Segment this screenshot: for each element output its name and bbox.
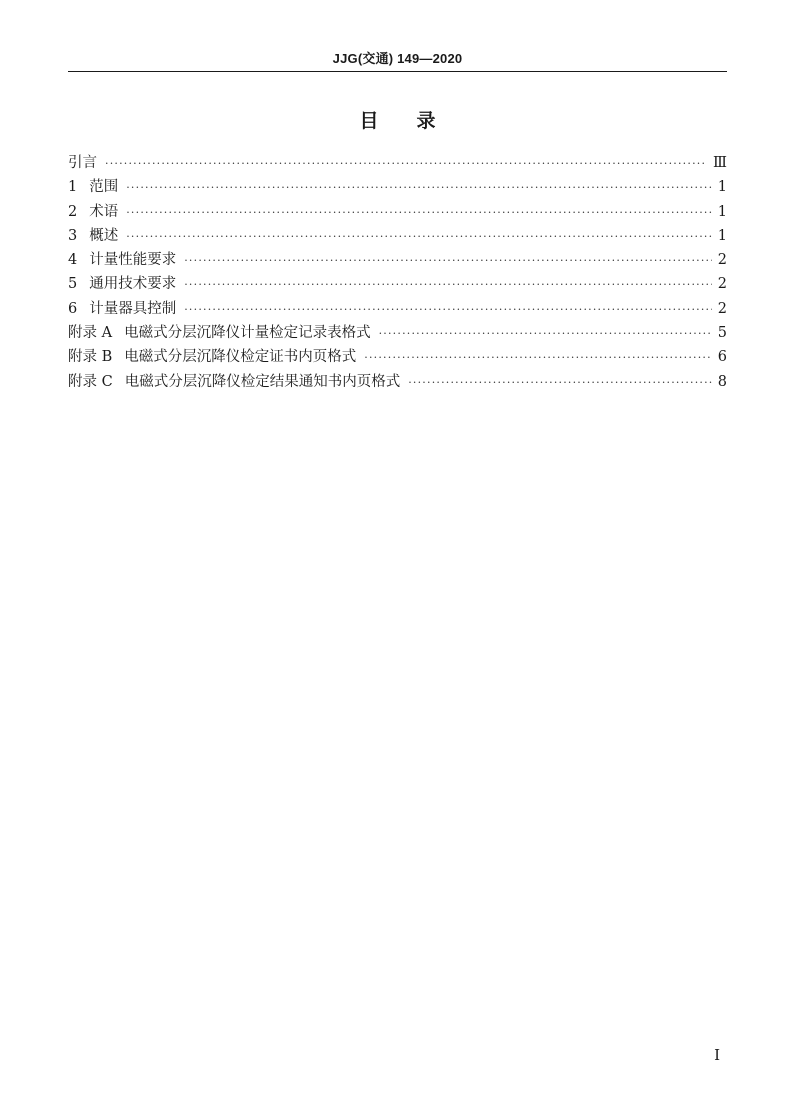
toc-entry-page: 1 — [717, 179, 727, 196]
toc-entry-text: 引言 — [68, 155, 97, 171]
toc-entry-number: 附录 A — [68, 325, 113, 342]
toc-entry-instrument-control[interactable] — [68, 297, 727, 321]
toc-entry-overview[interactable] — [68, 224, 727, 248]
toc-entry-page: 2 — [717, 252, 727, 269]
toc-entry-number: 1 — [68, 179, 78, 196]
toc-entry-number: 6 — [68, 300, 78, 317]
toc-entry-terms[interactable] — [68, 200, 727, 224]
toc-entry-text: 电磁式分层沉降仪计量检定记录表格式 — [124, 325, 371, 342]
toc-entry-page: 6 — [717, 349, 727, 366]
toc-entry-text: 范围 — [89, 179, 119, 196]
toc-entry-metrological-performance[interactable] — [68, 248, 727, 272]
toc-leader-dots — [184, 298, 712, 322]
toc-entry-text: 术语 — [89, 203, 119, 220]
toc-entry-number: 5 — [68, 276, 78, 293]
toc-entry-page: 5 — [717, 325, 727, 342]
toc-leader-dots — [184, 249, 712, 273]
header-rule — [68, 71, 727, 72]
toc-entry-appendix-b[interactable] — [68, 345, 727, 369]
toc-title: 目录 — [359, 110, 474, 132]
toc-entry-page: 2 — [717, 300, 727, 317]
toc-entry-number: 附录 B — [68, 349, 113, 366]
toc-entry-page: 1 — [717, 227, 727, 244]
document-code-header: JJG(交通) 149—2020 — [332, 51, 463, 66]
toc-leader-dots — [126, 225, 712, 249]
toc-leader-dots — [126, 201, 712, 225]
toc-entry-page: 2 — [717, 276, 727, 293]
toc-entry-scope[interactable] — [68, 175, 727, 199]
toc-leader-dots — [408, 371, 712, 395]
toc-entry-text: 概述 — [89, 227, 119, 244]
toc-entry-number: 2 — [68, 203, 78, 220]
toc-entry-number: 3 — [68, 227, 78, 244]
toc-entry-text: 计量器具控制 — [89, 300, 177, 317]
toc-entry-appendix-a[interactable] — [68, 321, 727, 345]
toc-leader-dots — [126, 176, 712, 200]
toc-entry-appendix-c[interactable] — [68, 370, 727, 394]
toc-entry-number: 附录 C — [68, 373, 113, 390]
toc-entry-page: 1 — [717, 203, 727, 220]
page-number: I — [714, 1046, 720, 1064]
toc-entry-introduction[interactable] — [68, 151, 727, 175]
toc-leader-dots — [379, 322, 712, 346]
toc-leader-dots — [184, 273, 712, 297]
toc-leader-dots — [364, 346, 712, 370]
toc-entry-text: 电磁式分层沉降仪检定结果通知书内页格式 — [124, 373, 401, 390]
toc-entry-page: 8 — [717, 373, 727, 390]
toc-entry-text: 通用技术要求 — [89, 276, 177, 293]
table-of-contents — [68, 151, 727, 394]
toc-entry-text: 电磁式分层沉降仪检定证书内页格式 — [124, 349, 357, 366]
toc-entry-number: 4 — [68, 252, 78, 269]
toc-leader-dots — [105, 152, 707, 176]
toc-entry-text: 计量性能要求 — [89, 252, 177, 269]
toc-entry-page: Ⅲ — [713, 155, 727, 171]
toc-entry-general-technical[interactable] — [68, 272, 727, 296]
